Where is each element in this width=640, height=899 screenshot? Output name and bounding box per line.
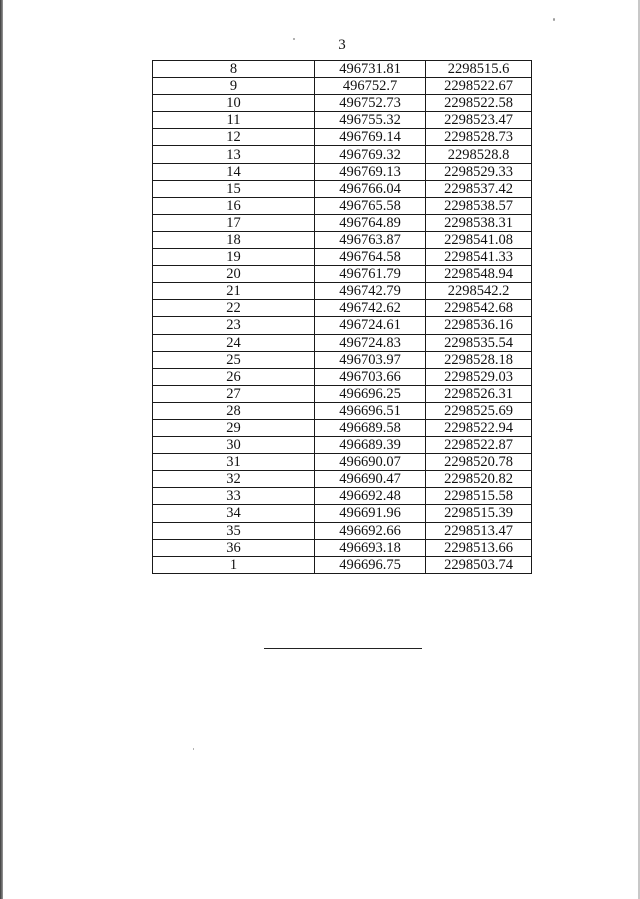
- point-number-cell: 11: [153, 112, 315, 129]
- y-coordinate-cell: 2298513.47: [426, 522, 532, 539]
- table-row: [153, 556, 532, 573]
- x-coordinate-cell: 496742.62: [315, 300, 426, 317]
- table-row: [153, 351, 532, 368]
- x-coordinate-cell: 496769.32: [315, 146, 426, 163]
- x-coordinate-cell: 496692.66: [315, 522, 426, 539]
- point-number-cell: 19: [153, 249, 315, 266]
- table-row: [153, 505, 532, 522]
- y-coordinate-cell: 2298520.78: [426, 454, 532, 471]
- table-row: [153, 471, 532, 488]
- table-row: [153, 419, 532, 436]
- y-coordinate-cell: 2298537.42: [426, 180, 532, 197]
- point-number-cell: 22: [153, 300, 315, 317]
- y-coordinate-cell: 2298513.66: [426, 539, 532, 556]
- point-number-cell: 34: [153, 505, 315, 522]
- table-row: [153, 78, 532, 95]
- x-coordinate-cell: 496696.75: [315, 556, 426, 573]
- point-number-cell: 18: [153, 231, 315, 248]
- x-coordinate-cell: 496703.97: [315, 351, 426, 368]
- x-coordinate-cell: 496769.13: [315, 163, 426, 180]
- table-row: [153, 266, 532, 283]
- x-coordinate-cell: 496691.96: [315, 505, 426, 522]
- y-coordinate-cell: 2298535.54: [426, 334, 532, 351]
- y-coordinate-cell: 2298541.08: [426, 231, 532, 248]
- x-coordinate-cell: 496752.7: [315, 78, 426, 95]
- coordinates-table-body: [153, 61, 532, 574]
- y-coordinate-cell: 2298536.16: [426, 317, 532, 334]
- table-row: [153, 129, 532, 146]
- table-row: [153, 488, 532, 505]
- y-coordinate-cell: 2298538.31: [426, 214, 532, 231]
- table-row: [153, 402, 532, 419]
- table-row: [153, 231, 532, 248]
- y-coordinate-cell: 2298528.73: [426, 129, 532, 146]
- point-number-cell: 33: [153, 488, 315, 505]
- x-coordinate-cell: 496689.39: [315, 437, 426, 454]
- point-number-cell: 32: [153, 471, 315, 488]
- x-coordinate-cell: 496765.58: [315, 197, 426, 214]
- x-coordinate-cell: 496703.66: [315, 368, 426, 385]
- point-number-cell: 13: [153, 146, 315, 163]
- point-number-cell: 23: [153, 317, 315, 334]
- y-coordinate-cell: 2298522.87: [426, 437, 532, 454]
- point-number-cell: 24: [153, 334, 315, 351]
- x-coordinate-cell: 496696.25: [315, 385, 426, 402]
- y-coordinate-cell: 2298503.74: [426, 556, 532, 573]
- y-coordinate-cell: 2298515.58: [426, 488, 532, 505]
- y-coordinate-cell: 2298541.33: [426, 249, 532, 266]
- point-number-cell: 14: [153, 163, 315, 180]
- y-coordinate-cell: 2298522.67: [426, 78, 532, 95]
- x-coordinate-cell: 496752.73: [315, 95, 426, 112]
- table-row: [153, 539, 532, 556]
- table-row: [153, 522, 532, 539]
- y-coordinate-cell: 2298520.82: [426, 471, 532, 488]
- y-coordinate-cell: 2298515.6: [426, 61, 532, 78]
- y-coordinate-cell: 2298529.33: [426, 163, 532, 180]
- x-coordinate-cell: 496766.04: [315, 180, 426, 197]
- table-row: [153, 197, 532, 214]
- point-number-cell: 26: [153, 368, 315, 385]
- table-row: [153, 334, 532, 351]
- y-coordinate-cell: 2298542.2: [426, 283, 532, 300]
- scan-speck: [193, 748, 194, 750]
- table-row: [153, 317, 532, 334]
- table-row: [153, 385, 532, 402]
- scan-edge-left: [0, 0, 3, 899]
- y-coordinate-cell: 2298515.39: [426, 505, 532, 522]
- table-row: [153, 180, 532, 197]
- point-number-cell: 35: [153, 522, 315, 539]
- table-row: [153, 61, 532, 78]
- point-number-cell: 12: [153, 129, 315, 146]
- x-coordinate-cell: 496689.58: [315, 419, 426, 436]
- coordinates-table: [152, 60, 532, 574]
- table-row: [153, 454, 532, 471]
- point-number-cell: 21: [153, 283, 315, 300]
- x-coordinate-cell: 496731.81: [315, 61, 426, 78]
- table-row: [153, 112, 532, 129]
- x-coordinate-cell: 496693.18: [315, 539, 426, 556]
- point-number-cell: 20: [153, 266, 315, 283]
- table-row: [153, 300, 532, 317]
- y-coordinate-cell: 2298528.18: [426, 351, 532, 368]
- x-coordinate-cell: 496764.58: [315, 249, 426, 266]
- table-row: [153, 249, 532, 266]
- point-number-cell: 9: [153, 78, 315, 95]
- point-number-cell: 25: [153, 351, 315, 368]
- x-coordinate-cell: 496724.61: [315, 317, 426, 334]
- x-coordinate-cell: 496742.79: [315, 283, 426, 300]
- point-number-cell: 15: [153, 180, 315, 197]
- x-coordinate-cell: 496761.79: [315, 266, 426, 283]
- x-coordinate-cell: 496696.51: [315, 402, 426, 419]
- page-number: 3: [338, 37, 346, 53]
- x-coordinate-cell: 496690.07: [315, 454, 426, 471]
- y-coordinate-cell: 2298526.31: [426, 385, 532, 402]
- table-row: [153, 283, 532, 300]
- point-number-cell: 27: [153, 385, 315, 402]
- x-coordinate-cell: 496692.48: [315, 488, 426, 505]
- y-coordinate-cell: 2298525.69: [426, 402, 532, 419]
- table-row: [153, 146, 532, 163]
- y-coordinate-cell: 2298529.03: [426, 368, 532, 385]
- point-number-cell: 1: [153, 556, 315, 573]
- point-number-cell: 17: [153, 214, 315, 231]
- y-coordinate-cell: 2298538.57: [426, 197, 532, 214]
- x-coordinate-cell: 496764.89: [315, 214, 426, 231]
- point-number-cell: 29: [153, 419, 315, 436]
- end-separator-line: [264, 648, 422, 649]
- y-coordinate-cell: 2298522.58: [426, 95, 532, 112]
- x-coordinate-cell: 496724.83: [315, 334, 426, 351]
- point-number-cell: 8: [153, 61, 315, 78]
- table-row: [153, 214, 532, 231]
- x-coordinate-cell: 496755.32: [315, 112, 426, 129]
- table-row: [153, 368, 532, 385]
- y-coordinate-cell: 2298522.94: [426, 419, 532, 436]
- point-number-cell: 10: [153, 95, 315, 112]
- point-number-cell: 31: [153, 454, 315, 471]
- point-number-cell: 36: [153, 539, 315, 556]
- y-coordinate-cell: 2298523.47: [426, 112, 532, 129]
- y-coordinate-cell: 2298542.68: [426, 300, 532, 317]
- y-coordinate-cell: 2298528.8: [426, 146, 532, 163]
- point-number-cell: 28: [153, 402, 315, 419]
- y-coordinate-cell: 2298548.94: [426, 266, 532, 283]
- table-row: [153, 163, 532, 180]
- x-coordinate-cell: 496769.14: [315, 129, 426, 146]
- x-coordinate-cell: 496763.87: [315, 231, 426, 248]
- point-number-cell: 16: [153, 197, 315, 214]
- table-row: [153, 437, 532, 454]
- scan-speck: [553, 18, 555, 21]
- x-coordinate-cell: 496690.47: [315, 471, 426, 488]
- table-row: [153, 95, 532, 112]
- point-number-cell: 30: [153, 437, 315, 454]
